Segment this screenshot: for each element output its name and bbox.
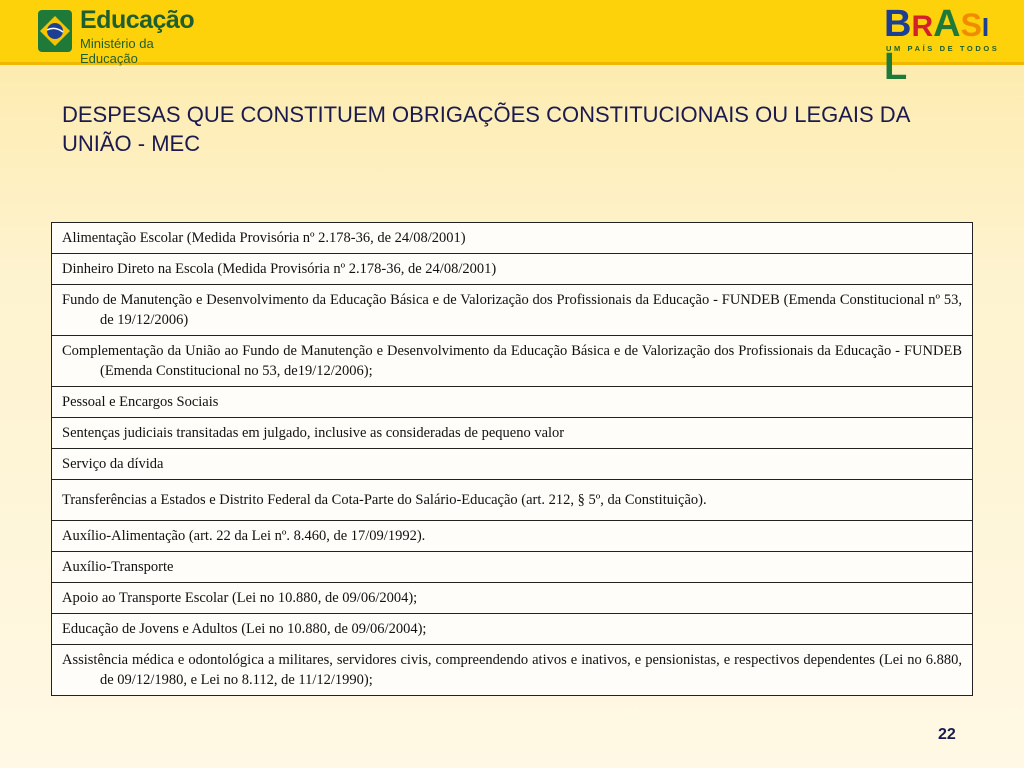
table-cell (52, 552, 973, 583)
table-cell (52, 336, 973, 387)
table-cell (52, 223, 973, 254)
table-cell (52, 521, 973, 552)
ministry-logo (36, 4, 206, 66)
row-text: Serviço da dívida (62, 456, 164, 472)
table-cell (52, 449, 973, 480)
table-cell (52, 254, 973, 285)
table-cell (52, 387, 973, 418)
table-row (52, 480, 973, 521)
ministry-emblem-icon (36, 6, 74, 54)
table-cell (52, 645, 973, 696)
table-row (52, 336, 973, 387)
row-text: Auxílio-Alimentação (art. 22 da Lei nº. 8.460, de 17/09/1992). (62, 528, 426, 544)
row-text: Complementação da União ao Fundo de Manutenção e Desenvolvimento da Educação Básica e de Valorização dos Profissionais da Educação - FUNDEB (Emenda Constitucional no 53, de19/12/2006); (62, 343, 962, 379)
brasil-letter-i: I (981, 12, 990, 42)
row-text: Apoio ao Transporte Escolar (Lei no 10.880, de 09/06/2004); (62, 590, 418, 606)
expenses-table-wrapper (51, 222, 973, 696)
table-row (52, 254, 973, 285)
row-text: Dinheiro Direto na Escola (Medida Provisória nº 2.178-36, de 24/08/2001) (62, 261, 497, 277)
row-text: Pessoal e Encargos Sociais (62, 394, 219, 410)
table-row (52, 552, 973, 583)
table-row (52, 418, 973, 449)
table-row (52, 583, 973, 614)
row-text: Transferências a Estados e Distrito Federal da Cota-Parte do Salário-Educação (art. 212, § 5º, da Constituição). (62, 492, 707, 508)
table-row (52, 614, 973, 645)
table-row (52, 223, 973, 254)
table-row (52, 521, 973, 552)
table-row (52, 449, 973, 480)
brasil-tagline: UM PAÍS DE TODOS (886, 44, 1000, 53)
table-cell (52, 583, 973, 614)
expenses-table (51, 222, 973, 696)
table-cell (52, 285, 973, 336)
row-text: Auxílio-Transporte (62, 559, 174, 575)
table-row (52, 285, 973, 336)
ministry-subtitle: Ministério da Educação (80, 36, 154, 66)
brasil-letter-b: B (884, 3, 912, 45)
row-text: Assistência médica e odontológica a militares, servidores civis, compreendendo ativos e inativos, e pensionistas, e respectivos dependentes (Lei no 6.880, de 09/12/1980, e Lei no 8.112, de 11/12/1990); (62, 652, 962, 688)
brasil-logo (882, 3, 1000, 88)
header-bar (0, 0, 1024, 88)
table-cell (52, 418, 973, 449)
table-row (52, 645, 973, 696)
row-text: Alimentação Escolar (Medida Provisória nº 2.178-36, de 24/08/2001) (62, 230, 466, 246)
table-row (52, 387, 973, 418)
brasil-letter-l: L (884, 46, 908, 88)
page-number: 22 (938, 726, 956, 743)
row-text: Educação de Jovens e Adultos (Lei no 10.880, de 09/06/2004); (62, 621, 427, 637)
table-cell (52, 480, 973, 521)
table-cell (52, 614, 973, 645)
ministry-name: Educação (80, 6, 195, 34)
brasil-letter-s: S (960, 7, 982, 43)
page-title: DESPESAS QUE CONSTITUEM OBRIGAÇÕES CONSTITUCIONAIS OU LEGAIS DA UNIÃO - MEC (62, 102, 910, 156)
brasil-letter-r: R (911, 10, 934, 43)
row-text: Fundo de Manutenção e Desenvolvimento da Educação Básica e de Valorização dos Profissionais da Educação - FUNDEB (Emenda Constitucional nº 53, de 19/12/2006) (62, 292, 962, 328)
brasil-letter-a: A (933, 3, 961, 45)
row-text: Sentenças judiciais transitadas em julgado, inclusive as consideradas de pequeno valor (62, 425, 565, 441)
